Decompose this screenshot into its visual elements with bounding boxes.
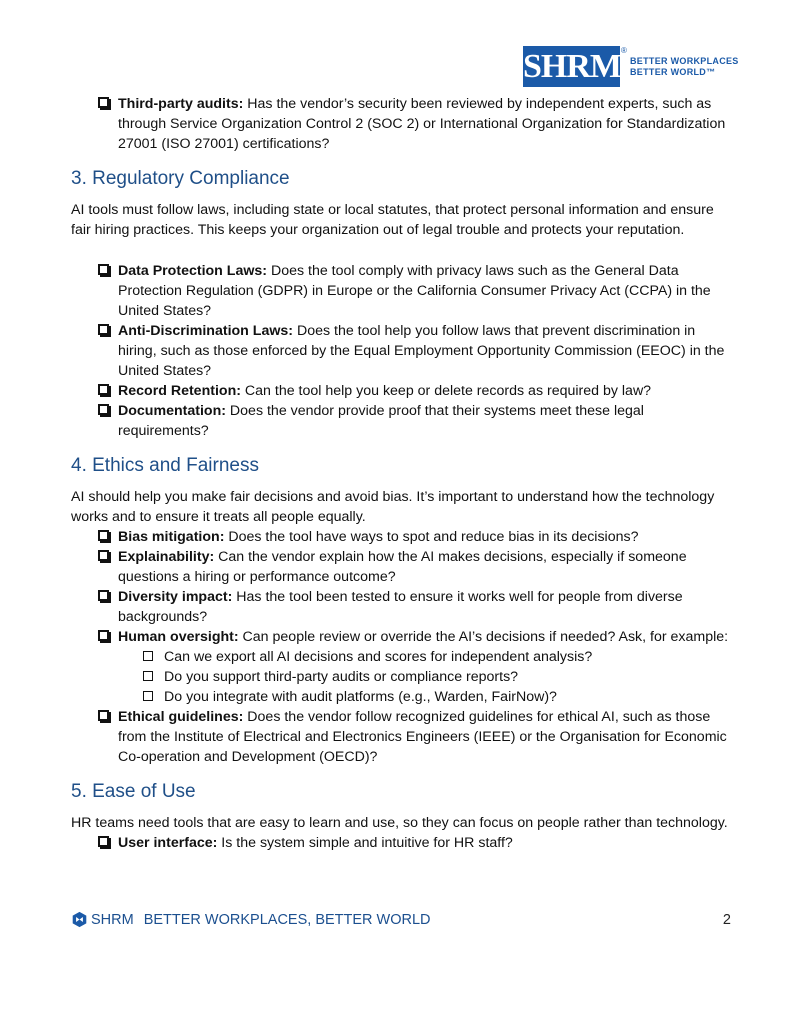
item-text: Does the tool have ways to spot and reduce bias in its decisions?	[224, 529, 639, 545]
logo-tagline-line1: BETTER WORKPLACES	[630, 55, 739, 66]
checklist-subitem	[71, 687, 731, 707]
checkbox-icon	[98, 324, 109, 335]
item-label: Ethical guidelines:	[118, 709, 244, 725]
logo-mark: SHRM	[523, 48, 621, 85]
checklist-subitem	[71, 647, 731, 667]
checkbox-icon	[143, 651, 153, 661]
item-label: Record Retention:	[118, 383, 241, 399]
page-footer	[71, 911, 731, 928]
checklist-item	[71, 587, 731, 627]
item-text: Does the tool comply with privacy laws such as the General Data Protection Regulation (GDPR) in Europe or the California Consumer Privacy Act (CCPA) in the United States?	[118, 263, 711, 319]
checkbox-icon	[98, 836, 109, 847]
footer-brand: SHRM	[91, 911, 134, 928]
item-label: Human oversight:	[118, 629, 239, 645]
checkbox-icon	[98, 550, 109, 561]
checkbox-icon	[143, 691, 153, 701]
item-label: Bias mitigation:	[118, 529, 225, 545]
intro-checklist	[71, 94, 731, 154]
item-label: Explainability:	[118, 549, 215, 565]
checkbox-icon	[98, 710, 109, 721]
checkbox-icon	[98, 264, 109, 275]
checklist-subitem	[71, 667, 731, 687]
checkbox-icon	[98, 384, 109, 395]
regulatory-checklist	[71, 261, 731, 441]
item-text: Can the vendor explain how the AI makes decisions, especially if someone questions a hiring or performance outcome?	[118, 549, 687, 585]
item-text: Does the vendor provide proof that their systems meet these legal requirements?	[118, 403, 644, 439]
checkbox-icon	[98, 530, 109, 541]
shrm-hexagon-icon	[71, 911, 88, 928]
checklist-item	[71, 833, 731, 853]
footer-tagline: BETTER WORKPLACES, BETTER WORLD	[143, 911, 431, 928]
item-label: Third-party audits:	[118, 96, 244, 112]
item-text: Is the system simple and intuitive for HR staff?	[217, 835, 513, 851]
item-label: User interface:	[118, 835, 218, 851]
checklist-item	[71, 94, 731, 154]
subitem-text: Do you integrate with audit platforms (e.g., Warden, FairNow)?	[164, 689, 557, 705]
section-heading-ease-of-use: 5. Ease of Use	[71, 781, 196, 802]
page-number: 2	[722, 911, 731, 928]
checklist-item	[71, 401, 731, 441]
item-label: Documentation:	[118, 403, 226, 419]
section-paragraph: AI tools must follow laws, including state or local statutes, that protect personal information and ensure fair hiring practices. This keeps your organization out of legal trouble and protects your reputation.	[71, 202, 714, 238]
ethics-checklist	[71, 527, 731, 767]
section-paragraph: AI should help you make fair decisions and avoid bias. It’s important to understand how the technology works and to ensure it treats all people equally.	[71, 489, 715, 525]
checklist-item	[71, 321, 731, 381]
logo-tagline-line2: BETTER WORLD™	[630, 66, 716, 77]
subitem-text: Do you support third-party audits or compliance reports?	[164, 669, 519, 685]
item-text: Does the vendor follow recognized guidelines for ethical AI, such as those from the Institute of Electrical and Electronics Engineers (IEEE) or the Organisation for Economic Co-operation and Development (OECD)?	[118, 709, 727, 765]
item-text: Can people review or override the AI’s decisions if needed? Ask, for example:	[238, 629, 729, 645]
logo-tagline	[630, 56, 739, 78]
checkbox-icon	[98, 590, 109, 601]
document-body	[71, 94, 731, 853]
item-text: Can the tool help you keep or delete records as required by law?	[240, 383, 652, 399]
checklist-item	[71, 707, 731, 767]
checkbox-icon	[143, 671, 153, 681]
item-label: Diversity impact:	[118, 589, 233, 605]
checklist-item	[71, 261, 731, 321]
item-text: Does the tool help you follow laws that prevent discrimination in hiring, such as those enforced by the Equal Employment Opportunity Commission (EEOC) in the United States?	[118, 323, 725, 379]
item-label: Anti-Discrimination Laws:	[118, 323, 293, 339]
section-heading-ethics: 4. Ethics and Fairness	[71, 455, 259, 476]
checklist-item	[71, 547, 731, 587]
ease-of-use-checklist	[71, 833, 731, 853]
section-paragraph: HR teams need tools that are easy to learn and use, so they can focus on people rather than technology.	[71, 815, 728, 831]
checkbox-icon	[98, 630, 109, 641]
logo-registered-mark: ®	[621, 46, 627, 55]
section-heading-regulatory: 3. Regulatory Compliance	[71, 168, 290, 189]
subitem-text: Can we export all AI decisions and scores for independent analysis?	[164, 649, 593, 665]
checklist-item	[71, 627, 731, 647]
checklist-item	[71, 381, 731, 401]
item-text: Has the tool been tested to ensure it works well for people from diverse backgrounds?	[118, 589, 683, 625]
checkbox-icon	[98, 404, 109, 415]
checklist-item	[71, 527, 731, 547]
shrm-logo	[523, 46, 739, 87]
checkbox-icon	[98, 97, 109, 108]
item-label: Data Protection Laws:	[118, 263, 267, 279]
item-text: Has the vendor’s security been reviewed by independent experts, such as through Service Organization Control 2 (SOC 2) or International Organization for Standardization 27001 (ISO 27001) certifications?	[118, 96, 726, 152]
